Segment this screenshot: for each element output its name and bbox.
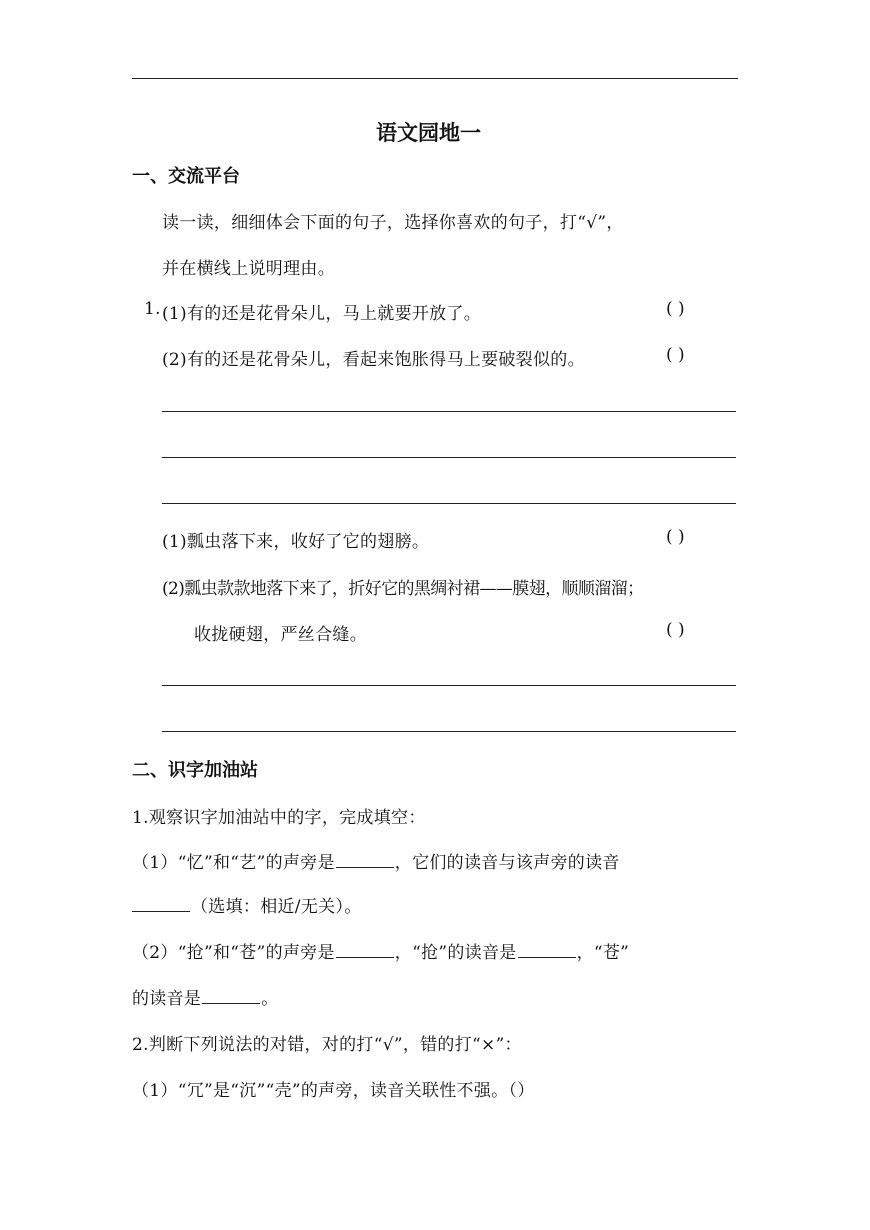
answer-paren-3[interactable]: ( ) <box>666 527 685 547</box>
question-1-1-part-b: ，它们的读音与该声旁的读音 <box>394 853 620 873</box>
question-1-2-part-a: （2）“抢”和“苍”的声旁是 <box>132 943 335 963</box>
fill-blank-1[interactable] <box>336 853 394 868</box>
item1-number: 1. <box>144 299 161 319</box>
question-2: 2.判断下列说法的对错，对的打“√”，错的打“×”： <box>132 1035 522 1055</box>
section1-intro-line2: 并在横线上说明理由。 <box>162 259 335 279</box>
fill-blank-2[interactable] <box>132 897 190 912</box>
sentence-1-1: (1)有的还是花骨朵儿，马上就要开放了。 <box>162 304 482 324</box>
question-1-1-part-c: （选填：相近/无关）。 <box>191 897 362 917</box>
fill-blank-4[interactable] <box>518 943 576 958</box>
sentence-2-2-line1: (2)瓢虫款款地落下来了，折好它的黑绸衬裙——膜翅，顺顺溜溜； <box>162 579 644 599</box>
question-1-2-line2 <box>132 984 279 1009</box>
page-title: 语文园地一 <box>376 121 481 145</box>
question-1-2-part-b: ，“抢”的读音是 <box>394 943 517 963</box>
question-1-2-line1 <box>132 938 629 963</box>
answer-line-4[interactable] <box>162 685 736 686</box>
answer-line-5[interactable] <box>162 731 736 732</box>
fill-blank-5[interactable] <box>202 989 260 1004</box>
sentence-2-1: (1)瓢虫落下来，收好了它的翅膀。 <box>162 532 430 552</box>
answer-line-3[interactable] <box>162 503 736 504</box>
section2-heading: 二、识字加油站 <box>132 760 258 781</box>
sentence-1-2: (2)有的还是花骨朵儿，看起来饱胀得马上要破裂似的。 <box>162 350 585 370</box>
question-2-1: （1）“冗”是“沉”“壳”的声旁，读音关联性不强。（） <box>132 1081 535 1101</box>
answer-paren-4[interactable]: ( ) <box>666 620 685 640</box>
answer-paren-1[interactable]: ( ) <box>666 299 685 319</box>
question-1-2-part-c: ，“苍” <box>576 943 630 963</box>
question-1-1-part-a: （1）“忆”和“艺”的声旁是 <box>132 853 335 873</box>
top-rule <box>132 78 738 79</box>
fill-blank-3[interactable] <box>336 943 394 958</box>
question-1-2-part-d: 的读音是 <box>132 989 202 1009</box>
question-1-1-line2 <box>132 892 362 917</box>
question-1-1-line1 <box>132 848 620 873</box>
section1-heading: 一、交流平台 <box>132 166 240 187</box>
sentence-2-2-line2: 收拢硬翅，严丝合缝。 <box>194 625 367 645</box>
question-1: 1.观察识字加油站中的字，完成填空： <box>132 808 426 828</box>
answer-paren-2[interactable]: ( ) <box>666 345 685 365</box>
section1-intro-line1: 读一读，细细体会下面的句子，选择你喜欢的句子，打“√”， <box>162 213 624 233</box>
answer-line-1[interactable] <box>162 411 736 412</box>
answer-line-2[interactable] <box>162 457 736 458</box>
question-1-2-part-e: 。 <box>261 989 279 1009</box>
